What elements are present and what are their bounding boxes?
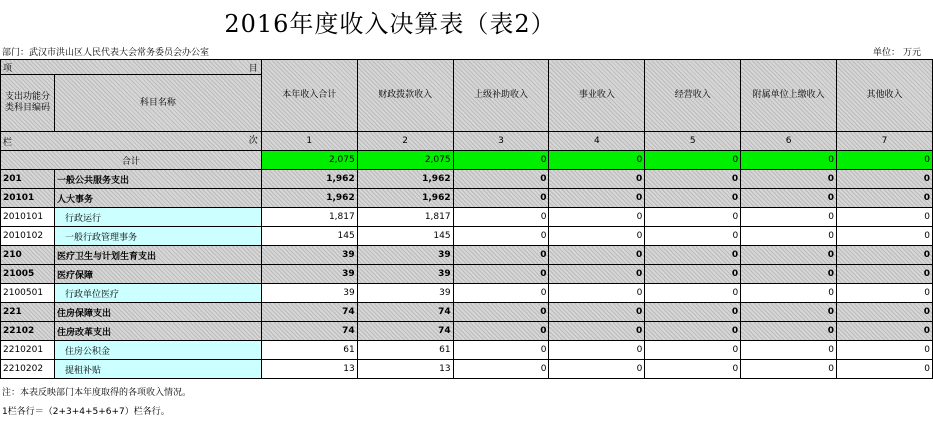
row-value: 0 bbox=[645, 246, 741, 265]
row-value: 0 bbox=[741, 322, 837, 341]
row-value: 39 bbox=[357, 246, 453, 265]
row-value: 0 bbox=[453, 265, 549, 284]
unit-value: 万元 bbox=[903, 48, 922, 58]
col-number-6: 6 bbox=[741, 132, 837, 151]
row-value: 0 bbox=[741, 303, 837, 322]
total-value: 0 bbox=[453, 151, 549, 170]
row-value: 0 bbox=[453, 360, 549, 379]
row-value: 0 bbox=[453, 227, 549, 246]
row-code: 2010102 bbox=[1, 227, 55, 246]
table-row bbox=[1, 189, 933, 208]
table-row bbox=[1, 170, 933, 189]
row-value: 0 bbox=[453, 246, 549, 265]
table-row bbox=[1, 208, 933, 227]
row-name: 住房公积金 bbox=[54, 341, 261, 360]
row-value: 0 bbox=[837, 265, 933, 284]
row-value: 145 bbox=[357, 227, 453, 246]
total-label: 合计 bbox=[1, 151, 262, 170]
row-value: 74 bbox=[261, 322, 357, 341]
row-value: 0 bbox=[645, 265, 741, 284]
row-value: 0 bbox=[453, 170, 549, 189]
row-value: 0 bbox=[645, 303, 741, 322]
total-value: 0 bbox=[837, 151, 933, 170]
table-row bbox=[1, 341, 933, 360]
row-name: 提租补贴 bbox=[54, 360, 261, 379]
row-value: 0 bbox=[837, 360, 933, 379]
row-value: 39 bbox=[357, 284, 453, 303]
row-code: 2100501 bbox=[1, 284, 55, 303]
income-table bbox=[0, 59, 933, 379]
total-value: 0 bbox=[645, 151, 741, 170]
row-code: 22102 bbox=[1, 322, 55, 341]
row-value: 0 bbox=[741, 246, 837, 265]
row-value: 0 bbox=[549, 360, 645, 379]
row-value: 39 bbox=[261, 284, 357, 303]
row-code: 20101 bbox=[1, 189, 55, 208]
table-row bbox=[1, 303, 933, 322]
row-name: 一般行政管理事务 bbox=[54, 227, 261, 246]
row-value: 0 bbox=[645, 284, 741, 303]
row-value: 39 bbox=[261, 246, 357, 265]
row-value: 0 bbox=[741, 227, 837, 246]
page-title: 2016年度收入决算表（表2） bbox=[224, 10, 556, 38]
name-col-header: 科目名称 bbox=[54, 75, 261, 132]
row-value: 0 bbox=[645, 208, 741, 227]
row-value: 0 bbox=[549, 284, 645, 303]
row-name: 行政单位医疗 bbox=[54, 284, 261, 303]
row-value: 0 bbox=[549, 303, 645, 322]
row-value: 0 bbox=[453, 284, 549, 303]
row-value: 0 bbox=[645, 227, 741, 246]
row-value: 0 bbox=[549, 341, 645, 360]
row-value: 0 bbox=[645, 189, 741, 208]
row-value: 61 bbox=[357, 341, 453, 360]
code-col-header: 支出功能分类科目编码 bbox=[1, 75, 55, 132]
row-value: 0 bbox=[549, 265, 645, 284]
row-value: 0 bbox=[741, 208, 837, 227]
row-value: 0 bbox=[837, 284, 933, 303]
row-value: 0 bbox=[837, 208, 933, 227]
row-value: 1,962 bbox=[261, 189, 357, 208]
row-code: 2210202 bbox=[1, 360, 55, 379]
row-value: 0 bbox=[741, 341, 837, 360]
row-value: 74 bbox=[357, 322, 453, 341]
row-value: 0 bbox=[741, 265, 837, 284]
total-row bbox=[1, 151, 933, 170]
col-number-7: 7 bbox=[837, 132, 933, 151]
row-value: 0 bbox=[837, 341, 933, 360]
row-name: 住房改革支出 bbox=[54, 322, 261, 341]
col-number-2: 2 bbox=[357, 132, 453, 151]
table-row bbox=[1, 265, 933, 284]
xiang-label: 项 bbox=[3, 63, 13, 74]
row-value: 0 bbox=[837, 227, 933, 246]
row-value: 1,817 bbox=[357, 208, 453, 227]
lan-label: 栏 bbox=[3, 137, 13, 148]
row-name: 医疗保障 bbox=[54, 265, 261, 284]
row-value: 0 bbox=[453, 303, 549, 322]
row-value: 0 bbox=[837, 322, 933, 341]
row-name: 行政运行 bbox=[54, 208, 261, 227]
row-code: 2010101 bbox=[1, 208, 55, 227]
row-value: 0 bbox=[741, 170, 837, 189]
row-value: 39 bbox=[261, 265, 357, 284]
row-name: 住房保障支出 bbox=[54, 303, 261, 322]
ci-label: 次 bbox=[248, 136, 258, 146]
unit-label: 单位： bbox=[873, 48, 901, 58]
row-value: 0 bbox=[837, 303, 933, 322]
row-value: 0 bbox=[741, 284, 837, 303]
xiang-mu-cell bbox=[1, 60, 262, 75]
table-row bbox=[1, 322, 933, 341]
row-value: 0 bbox=[549, 189, 645, 208]
row-value: 0 bbox=[645, 341, 741, 360]
row-value: 74 bbox=[261, 303, 357, 322]
row-value: 1,962 bbox=[357, 170, 453, 189]
row-value: 39 bbox=[357, 265, 453, 284]
row-value: 0 bbox=[741, 360, 837, 379]
row-value: 74 bbox=[357, 303, 453, 322]
row-value: 1,817 bbox=[261, 208, 357, 227]
department-label: 部门：武汉市洪山区人民代表大会常务委员会办公室 bbox=[2, 48, 210, 58]
row-value: 0 bbox=[549, 170, 645, 189]
note-2: 1栏各行＝（2+3+4+5+6+7）栏各行。 bbox=[2, 407, 170, 417]
row-value: 0 bbox=[453, 208, 549, 227]
note-1: 注：本表反映部门本年度取得的各项收入情况。 bbox=[2, 388, 192, 398]
col-header-3: 上级补助收入 bbox=[453, 60, 549, 132]
row-value: 0 bbox=[645, 322, 741, 341]
col-number-5: 5 bbox=[645, 132, 741, 151]
row-value: 0 bbox=[837, 170, 933, 189]
row-name: 人大事务 bbox=[54, 189, 261, 208]
table-row bbox=[1, 284, 933, 303]
row-value: 0 bbox=[549, 208, 645, 227]
total-value: 2,075 bbox=[357, 151, 453, 170]
col-number-4: 4 bbox=[549, 132, 645, 151]
col-header-4: 事业收入 bbox=[549, 60, 645, 132]
row-value: 145 bbox=[261, 227, 357, 246]
col-header-1: 本年收入合计 bbox=[261, 60, 357, 132]
row-value: 0 bbox=[549, 246, 645, 265]
row-value: 0 bbox=[645, 170, 741, 189]
row-value: 0 bbox=[837, 189, 933, 208]
row-value: 0 bbox=[549, 322, 645, 341]
total-value: 2,075 bbox=[261, 151, 357, 170]
row-code: 201 bbox=[1, 170, 55, 189]
row-code: 2210201 bbox=[1, 341, 55, 360]
row-value: 1,962 bbox=[357, 189, 453, 208]
col-header-2: 财政拨款收入 bbox=[357, 60, 453, 132]
total-value: 0 bbox=[549, 151, 645, 170]
row-code: 21005 bbox=[1, 265, 55, 284]
total-value: 0 bbox=[741, 151, 837, 170]
row-value: 0 bbox=[453, 189, 549, 208]
mu-label: 目 bbox=[248, 64, 258, 74]
row-code: 210 bbox=[1, 246, 55, 265]
col-header-7: 其他收入 bbox=[837, 60, 933, 132]
row-value: 1,962 bbox=[261, 170, 357, 189]
row-value: 0 bbox=[645, 360, 741, 379]
row-value: 0 bbox=[741, 189, 837, 208]
col-number-3: 3 bbox=[453, 132, 549, 151]
row-name: 一般公共服务支出 bbox=[54, 170, 261, 189]
row-value: 0 bbox=[453, 341, 549, 360]
row-value: 0 bbox=[837, 246, 933, 265]
row-value: 0 bbox=[549, 227, 645, 246]
table-row bbox=[1, 360, 933, 379]
row-code: 221 bbox=[1, 303, 55, 322]
row-name: 医疗卫生与计划生育支出 bbox=[54, 246, 261, 265]
table-row bbox=[1, 227, 933, 246]
row-value: 61 bbox=[261, 341, 357, 360]
row-value: 13 bbox=[261, 360, 357, 379]
col-header-5: 经营收入 bbox=[645, 60, 741, 132]
col-number-1: 1 bbox=[261, 132, 357, 151]
row-value: 13 bbox=[357, 360, 453, 379]
row-value: 0 bbox=[453, 322, 549, 341]
col-header-6: 附属单位上缴收入 bbox=[741, 60, 837, 132]
lan-ci-cell bbox=[1, 132, 262, 151]
table-row bbox=[1, 246, 933, 265]
